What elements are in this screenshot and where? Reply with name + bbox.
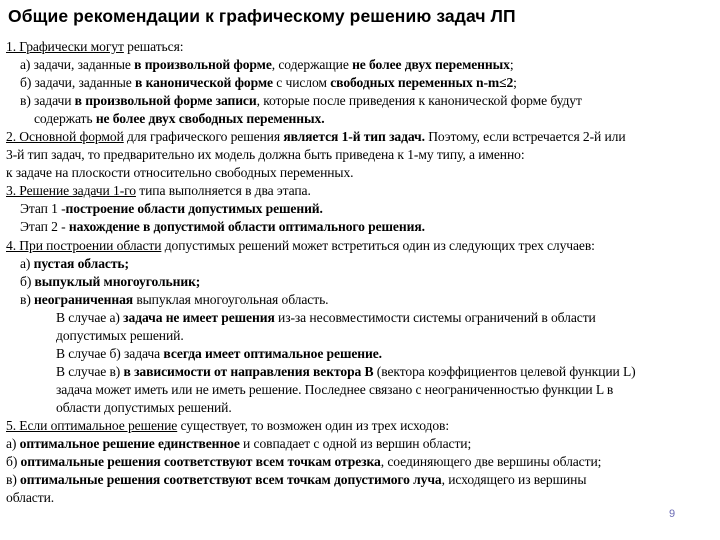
text-run: задача может иметь или не иметь решение. Последнее связано с неограниченностью функции L в [56,381,614,397]
text-run: а) [20,255,34,271]
text-run: решаться: [123,39,184,54]
text-run: и совпадает с одной из вершин области; [239,436,472,452]
content-line [6,417,714,435]
content-line [6,182,714,200]
content-line [6,363,714,381]
text-run: выпуклый многоугольник; [34,273,201,289]
text-run: для графического решения [123,129,284,145]
text-run: 1. Графически могут [6,39,124,54]
text-run: в) [6,472,21,488]
content-line [6,399,714,417]
text-run: нахождение в допустимой области оптимального решения. [68,219,425,235]
content-line [6,309,714,327]
text-run: б) [20,273,35,289]
text-run: Этап 1 - [20,201,66,217]
content-line [6,273,714,291]
content-line [6,146,714,164]
content-line [6,237,714,255]
text-run: В случае в) [56,363,124,379]
content-line [6,128,714,146]
text-run: к задаче на плоскости относительно свободных переменных. [6,165,354,181]
content-line [6,291,714,309]
content-line [6,74,714,92]
content-line [6,218,714,236]
text-run: в произвольной форме записи [74,93,257,109]
text-run: всегда имеет оптимальное решение. [163,345,382,361]
text-run: 5. Если оптимальное решение [6,417,178,433]
text-run: , исходящего из вершины [441,472,587,488]
text-run: в зависимости от направления вектора В [123,363,374,379]
slide-title: Общие рекомендации к графическому решению задач ЛП [8,6,516,26]
content-line [6,435,714,453]
content-line [6,38,714,56]
text-run: , соединяющего две вершины области; [380,454,602,470]
text-run: оптимальные решения соответствуют всем точкам отрезка [20,454,381,470]
text-run: является 1-й тип задач. [283,129,425,145]
text-run: существует, то возможен один из трех исходов: [177,417,450,433]
content-line [6,381,714,399]
text-run: в произвольной форме [134,57,272,73]
text-run: (вектора коэффициентов целевой функции L) [373,363,636,379]
text-run: , содержащие [271,57,353,73]
content-line [6,56,714,74]
content-line [6,471,714,489]
text-run: не более двух переменных [352,57,510,73]
text-run: выпуклая многоугольная область. [133,291,329,307]
text-run: свободных переменных n-m≤2 [330,75,514,91]
content-line [6,489,714,507]
text-run: ; [509,57,514,73]
text-run: в) [20,291,35,307]
text-run: с числом [272,75,331,91]
text-run: неограниченная [34,291,134,307]
text-run: В случае б) задача [56,345,164,361]
text-run: оптимальные решения соответствуют всем точкам допустимого луча [20,472,442,488]
content-line [6,200,714,218]
text-run: а) [6,436,20,452]
page-number: 9 [669,508,676,520]
text-run: б) [6,454,21,470]
text-run: 2. Основной формой [6,129,124,145]
text-run: типа выполняется в два этапа. [135,183,311,199]
text-run: пустая область; [33,255,129,271]
text-run: допустимых решений может встретиться один из следующих трех случаев: [161,237,595,253]
content-line [6,453,714,471]
text-run: из-за несовместимости системы ограничений в области [274,309,596,325]
text-run: не более двух свободных переменных. [95,111,325,127]
content-line [6,110,714,128]
text-run: б) задачи, заданные [20,75,136,91]
text-run: в канонической форме [135,75,273,91]
text-run: оптимальное решение единственное [19,436,240,452]
content-line [6,92,714,110]
text-run: ; [513,75,517,91]
content-line [6,327,714,345]
text-run: построение области допустимых решений. [65,201,323,217]
text-run: , которые после приведения к канонической форме будут [256,93,582,109]
content-body [6,38,714,507]
text-run: 4. При построении области [6,237,162,253]
text-run: Поэтому, если встречается 2-й или [424,129,626,145]
text-run: области. [6,490,55,506]
text-run: задача не имеет решения [123,309,275,325]
text-run: содержать [34,111,96,127]
text-run: области допустимых решений. [56,399,232,415]
text-run: допустимых решений. [56,327,184,343]
content-line [6,164,714,182]
content-line [6,255,714,273]
text-run: а) задачи, заданные [20,57,135,73]
text-run: 3. Решение задачи 1-го [6,183,136,199]
text-run: В случае а) [56,309,124,325]
text-run: в) задачи [20,93,75,109]
content-line [6,345,714,363]
text-run: 3-й тип задач, то предварительно их модель должна быть приведена к 1-му типу, а именно: [6,147,525,163]
text-run: Этап 2 - [20,219,69,235]
